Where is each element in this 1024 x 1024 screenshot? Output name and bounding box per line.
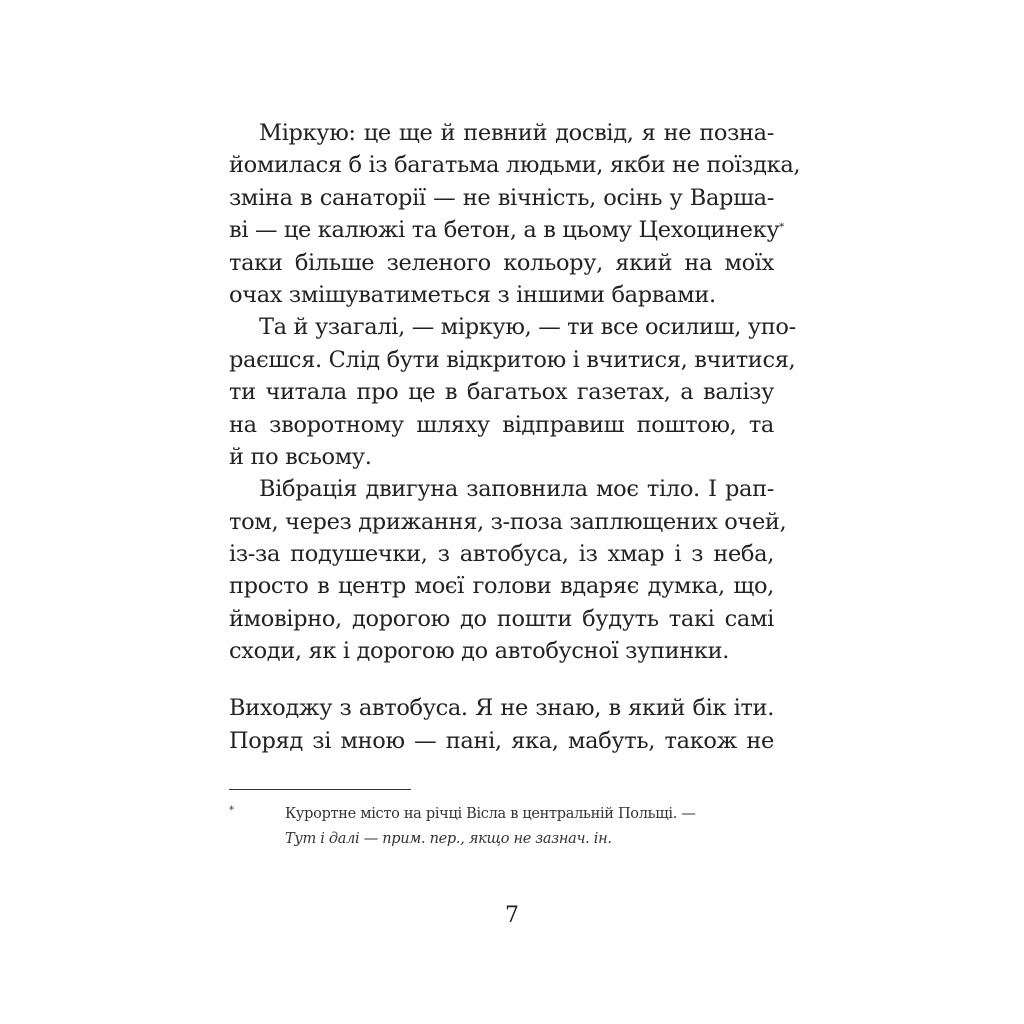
footnote-translator-note: Тут і далі — прим. пер., якщо не зазнач. ін. <box>285 831 612 847</box>
text-line: Поряд зі мною — пані, яка, мабуть, також не <box>229 727 774 754</box>
text-line: сходи, як і дорогою до автобусної зупинки. <box>229 638 730 665</box>
footnote <box>229 802 774 852</box>
text-line: Вібрація двигуна заповнила моє тіло. І рап- <box>259 476 774 503</box>
text-line: зміна в санаторії — не вічність, осінь у Варша- <box>229 184 774 211</box>
text-line: ти читала про це в багатьох газетах, а валізу <box>229 379 774 406</box>
text-line: на зворотному шляху відправиш поштою, та <box>229 411 774 438</box>
footnote-marker: * <box>229 805 234 816</box>
text-line: ві — це калюжі та бетон, а в цьому Цехоцинеку <box>229 217 780 244</box>
text-line: із-за подушечки, з автобуса, із хмар і з неба, <box>229 541 774 568</box>
text-line: йомилася б із багатьма людьми, якби не поїздка, <box>229 152 801 179</box>
footnote-marker: * <box>779 222 785 234</box>
text-line: ймовірно, дорогою до пошти будуть такі самі <box>229 605 774 632</box>
text-line: том, через дрижання, з-поза заплющених очей, <box>229 508 787 535</box>
text-line: таки більше зеленого кольору, який на моїх <box>229 249 774 276</box>
section-break <box>229 668 774 693</box>
text-line: раєшся. Слід бути відкритою і вчитися, вчитися, <box>229 346 796 373</box>
text-line: Та й узагалі, — міркую, — ти все осилиш, упо- <box>259 314 796 341</box>
text-line: й по всьому. <box>229 443 372 470</box>
text-line: просто в центр моєї голови вдаряє думка, що, <box>229 573 774 600</box>
footnote-divider <box>229 789 411 790</box>
text-line: очах змішуватиметься з іншими барвами. <box>229 281 716 308</box>
text-line-with-footnote <box>229 214 785 246</box>
text-line: Міркую: це ще й певний досвід, я не позна- <box>259 120 774 146</box>
footnote-text: Курортне місто на річці Вісла в центральній Польщі. — <box>285 806 696 822</box>
text-line: Виходжу з автобуса. Я не знаю, в який бік іти. <box>229 695 774 722</box>
page-number: 7 <box>505 903 519 928</box>
body-text <box>229 117 801 757</box>
